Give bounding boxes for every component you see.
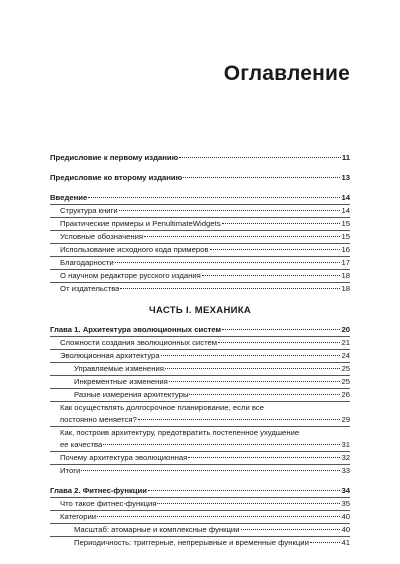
toc-entry-line[interactable]: Как осуществлять долгосрочное планирование, если все: [60, 403, 264, 412]
page-title: Оглавление: [223, 62, 350, 85]
toc-entry-line[interactable]: Как, построив архитектуру, предотвратить постепенное ухудшение: [60, 428, 300, 437]
toc-entry-page: 17: [341, 258, 350, 267]
toc-entry-title: Предисловие ко второму изданию: [50, 173, 183, 182]
toc-entry[interactable]: [50, 244, 350, 256]
toc-entry-title: Что такое фитнес-функция: [60, 499, 157, 508]
toc-entry-title: Условные обозначения: [60, 232, 144, 241]
toc-entry-title: постоянно меняется?: [60, 415, 137, 424]
toc-entry-page: 14: [341, 193, 350, 202]
toc-entry-chapter-2[interactable]: [50, 485, 350, 497]
toc-entry-title: Эволюционная архитектура: [60, 351, 160, 360]
toc-entry-page: 33: [341, 466, 350, 475]
leader-dots: [310, 542, 341, 543]
toc-entry-title: Разные измерения архитектуры: [74, 390, 189, 399]
toc-entry-page: 18: [341, 284, 350, 293]
leader-dots: [88, 197, 340, 198]
toc-entry-page: 32: [341, 453, 350, 462]
toc-entry-title: Глава 1. Архитектура эволюционных систем: [50, 325, 222, 334]
toc-entry-title: Структура книги: [60, 206, 118, 215]
leader-dots: [188, 457, 340, 458]
leader-dots: [157, 503, 340, 504]
leader-dots: [179, 157, 341, 158]
toc-entry-page: 26: [341, 390, 350, 399]
leader-dots: [165, 368, 341, 369]
toc-entry-page: 15: [341, 219, 350, 228]
toc-entry[interactable]: [50, 511, 350, 523]
toc-entry[interactable]: [50, 231, 350, 243]
leader-dots: [222, 223, 341, 224]
toc-entry-page: 35: [341, 499, 350, 508]
toc-entry-page: 20: [341, 325, 350, 334]
toc-entry[interactable]: [50, 363, 350, 375]
toc-entry-page: 21: [341, 338, 350, 347]
leader-dots: [148, 490, 340, 491]
toc-entry[interactable]: [50, 524, 350, 536]
toc-entry[interactable]: [50, 205, 350, 217]
leader-dots: [103, 444, 340, 445]
leader-dots: [161, 355, 341, 356]
leader-dots: [241, 529, 341, 530]
toc-entry-page: 14: [341, 206, 350, 215]
toc-entry-title: Инкрементные изменения: [74, 377, 168, 386]
toc-entry[interactable]: [50, 389, 350, 401]
toc-entry-title: От издательства: [60, 284, 120, 293]
toc-entry-page: 29: [341, 415, 350, 424]
toc-entry[interactable]: [50, 283, 350, 295]
toc-entry-page: 41: [341, 538, 350, 547]
toc-entry-page: 18: [341, 271, 350, 280]
toc-entry-title: Категории: [60, 512, 97, 521]
toc-entry-page: 13: [341, 173, 350, 182]
toc-entry[interactable]: [50, 465, 350, 477]
toc-entry-page: 25: [341, 364, 350, 373]
toc-entry[interactable]: [50, 452, 350, 464]
toc-entry-title: Благодарности: [60, 258, 114, 267]
toc-entry-title: Масштаб: атомарные и комплексные функции: [74, 525, 240, 534]
toc-entry-title: Сложности создания эволюционных систем: [60, 338, 218, 347]
toc-entry[interactable]: [50, 337, 350, 349]
leader-dots: [144, 236, 340, 237]
leader-dots: [202, 275, 341, 276]
toc-entry-title: Глава 2. Фитнес-функции: [50, 486, 147, 495]
leader-dots: [218, 342, 340, 343]
toc-entry[interactable]: [50, 414, 350, 426]
leader-dots: [97, 516, 340, 517]
toc-entry-title: Итоги: [60, 466, 81, 475]
table-of-contents: [50, 152, 350, 549]
toc-entry[interactable]: [50, 350, 350, 362]
leader-dots: [138, 419, 341, 420]
toc-entry-preface-second[interactable]: [50, 172, 350, 184]
toc-entry-page: 40: [341, 512, 350, 521]
toc-entry[interactable]: [50, 218, 350, 230]
toc-entry[interactable]: [50, 376, 350, 388]
toc-entry-title: Введение: [50, 193, 88, 202]
leader-dots: [169, 381, 341, 382]
toc-entry-title: Почему архитектура эволюционная: [60, 453, 188, 462]
toc-entry-page: 11: [341, 153, 350, 162]
toc-entry-introduction[interactable]: [50, 192, 350, 204]
toc-entry-page: 40: [341, 525, 350, 534]
toc-entry[interactable]: [50, 439, 350, 451]
toc-entry-page: 15: [341, 232, 350, 241]
leader-dots: [81, 470, 340, 471]
toc-entry[interactable]: [50, 498, 350, 510]
toc-entry-page: 24: [341, 351, 350, 360]
toc-entry-page: 16: [341, 245, 350, 254]
toc-entry-page: 25: [341, 377, 350, 386]
toc-entry-title: ее качества: [60, 440, 103, 449]
toc-entry[interactable]: [50, 537, 350, 549]
toc-entry[interactable]: [50, 270, 350, 282]
leader-dots: [222, 329, 340, 330]
toc-entry-chapter-1[interactable]: [50, 324, 350, 336]
toc-entry-title: Управляемые изменения: [74, 364, 164, 373]
toc-entry-title: О научном редакторе русского издания: [60, 271, 201, 280]
leader-dots: [119, 210, 341, 211]
toc-entry-title: Использование исходного кода примеров: [60, 245, 209, 254]
toc-entry-title: Периодичность: триггерные, непрерывные и временные функции: [74, 538, 309, 547]
leader-dots: [183, 177, 340, 178]
toc-entry-page: 31: [341, 440, 350, 449]
part-heading: ЧАСТЬ I. МЕХАНИКА: [148, 305, 251, 316]
toc-entry-page: 34: [341, 486, 350, 495]
toc-entry-title: Предисловие к первому изданию: [50, 153, 179, 162]
toc-entry-title: Практические примеры и PenultimateWidgets: [60, 219, 221, 228]
toc-entry[interactable]: [50, 257, 350, 269]
toc-entry-preface-first[interactable]: [50, 152, 350, 164]
leader-dots: [189, 394, 340, 395]
leader-dots: [210, 249, 341, 250]
leader-dots: [115, 262, 341, 263]
leader-dots: [120, 288, 340, 289]
